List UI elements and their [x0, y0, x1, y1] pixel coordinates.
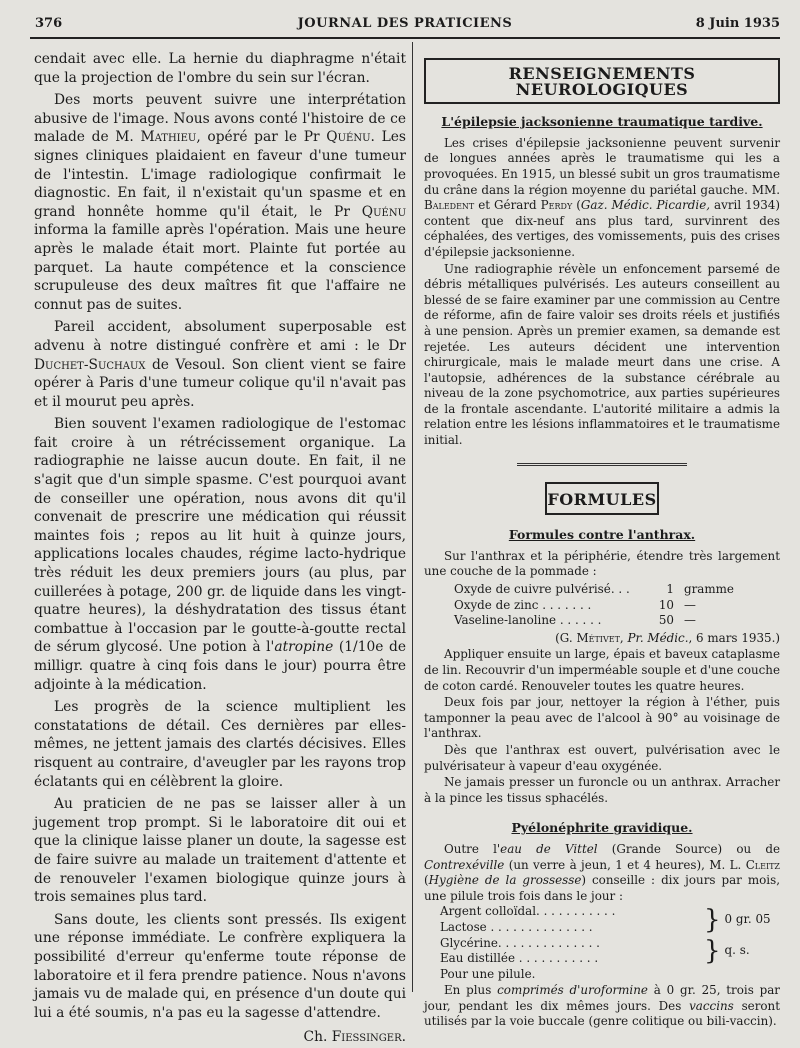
page-number: 376	[35, 16, 63, 31]
brace-glyph: }	[704, 904, 721, 935]
section-title-formules: FORMULES	[545, 482, 659, 516]
journal-title: JOURNAL DES PRATICIENS	[297, 16, 513, 31]
left-paragraph-6: Au praticien de ne pas se laisser aller à un jugement trop prompt. Si le laboratoire dit oui et que la clinique laisse planer un doute, la sagesse est de faire suivre au malade un traitement d'attente et de renouveler l'examen biologique quinze jours à trois semaines plus tard.	[34, 796, 406, 906]
left-paragraph-1: cendait avec elle. La hernie du diaphragme n'était que la projection de l'ombre du sein sur l'écran.	[34, 51, 406, 86]
anthrax-intro: Sur l'anthrax et la périphérie, étendre très largement une couche de la pommade :	[424, 548, 780, 579]
recipe-row: Oxyde de cuivre pulvérisé. . . 1 gramme	[454, 582, 734, 597]
pill-recipe-group-2: Glycérine. . . . . . . . . . . . . . Eau distillée . . . . . . . . . . . } q. s.	[440, 935, 750, 967]
pill-line: Pour une pilule.	[440, 966, 536, 981]
author-signature: Ch. Fiessinger.	[303, 1029, 406, 1046]
right-column	[424, 58, 780, 1030]
anthrax-paragraph-4: Dès que l'anthrax est ouvert, pulvérisation avec le pulvérisateur à vapeur d'eau oxygénée.	[424, 742, 780, 773]
left-paragraph-2: Des morts peuvent suivre une interprétation abusive de l'image. Nous avons conté l'histoire de ce malade de M. Mathieu, opéré par le Pr Quénu. Les signes cliniques plaidaient en faveur d'une tumeur de l'intestin. L'image radiologique confirmait le diagnostic. En fait, il n'existait qu'un spasme et en grand honnête homme qu'il était, le Pr Quénu informa la famille après l'opération. Mais une heure après le malade était mort. Plainte fut portée au parquet. La haute compétence et la conscience scrupuleuse des deux maîtres fit que l'affaire ne connut pas de suites.	[34, 92, 406, 313]
pill-recipe-group-1: Argent colloïdal. . . . . . . . . . . Lactose . . . . . . . . . . . . . . } 0 gr. 05	[440, 904, 771, 935]
left-column	[34, 50, 406, 1047]
left-paragraph-7: Sans doute, les clients sont pressés. Ils exigent une réponse immédiate. Le confrère expliquera la possibilité d'erreur qu'enferme toute réponse de laboratoire et il fera prendre patience. Nous n'avons jamais vu de malade qui, en présence d'un doute qui lui a été soumis, n'a pas eu la sagesse d'attendre.	[34, 911, 406, 1021]
anthrax-paragraph-2: Appliquer ensuite un large, épais et baveux cataplasme de lin. Recouvrir d'un imperméable souple et d'une couche de coton cardé. Renouveler toutes les quatre heures.	[424, 647, 780, 693]
brace-glyph: }	[704, 936, 721, 967]
anthrax-paragraph-5: Ne jamais presser un furoncle ou un anthrax. Arracher à la pince les tissus sphacélés.	[424, 775, 780, 805]
column-divider	[412, 42, 413, 992]
left-paragraph-4: Bien souvent l'examen radiologique de l'estomac fait croire à un rétrécissement organique. La radiographie ne laisse aucun doute. En fait, il ne s'agit que d'un simple spasme. C'est pourquoi avant de conseiller une opération, nous avons dit qu'il convenait de prescrire une médication qui réussit maintes fois ; repos au lit huit à quinze jours, applications locales chaudes, régime lacto-hydrique très réduit les deux premiers jours (au plus, par cuillerées à potage, 200 gr. de liquide dans les vingt-quatre heures), la déshydratation des tissus étant combattue à l'occasion par le goutte-à-goutte rectal de sérum glycosé. Une potion à l'atropine (1/10e de milligr. quatre à cinq fois dans le jour) pourra être adjointe à la médication.	[34, 416, 406, 693]
right-paragraph-1: Les crises d'épilepsie jacksonienne peuvent survenir de longues années après le traumatisme qui les a provoquées. En 1915, un blessé subit un gros traumatisme du crâne dans la région moyenne du pariétal gauche. MM. Baledent et Gérard Perdy (Gaz. Médic. Picardie, avril 1934) content que dix-neuf ans plus tard, survinrent des céphalées, des vertiges, des vomissements, puis des crises d'épilepsie jacksonienne.	[424, 135, 781, 259]
group-dose: 0 gr. 05	[724, 912, 771, 927]
recipe-source: (G. Métivet, Pr. Médic., 6 mars 1935.)	[555, 630, 780, 645]
recipe-row: Oxyde de zinc . . . . . . . 10 —	[454, 597, 696, 612]
ointment-recipe	[454, 582, 780, 629]
pyelo-paragraph-2: En plus comprimés d'uroformine à 0 gr. 25, trois par jour, pendant les dix mêmes jours. Des vaccins seront utilisés par la voie buccale (genre colitique ou bili-vaccin).	[424, 983, 780, 1029]
left-paragraph-5: Les progrès de la science multiplient les constatations de détail. Ces dernières par elles-mêmes, ne jettent jamais des clartés décisives. Elles risquent au contraire, d'aveugler par les rayons trop éclatants qui en célèbrent la gloire.	[34, 699, 406, 790]
left-paragraph-3: Pareil accident, absolument superposable est advenu à notre distingué confrère et ami : le Dr Duchet-Suchaux de Vesoul. Son client vient se faire opérer à Paris d'une tumeur colique qu'il n'avait pas et il mourut peu après.	[34, 319, 406, 410]
group-dose: q. s.	[724, 943, 750, 958]
right-paragraph-2: Une radiographie révèle un enfoncement parsemé de débris métalliques pulvérisés. Les auteurs conseillent au blessé de se faire examiner par une commission au Centre de réforme, afin de faire valoir ses droits réels et justifiés à une pension. Après un premier examen, sa demande est rejetée. Les auteurs décident une intervention chirurgicale, mais le malade meurt dans une crise. A l'autopsie, adhérences de la substance cérébrale au niveau de la zone psychomotrice, aux parties supérieures de la frontale ascendante. L'autorité militaire a admis la relation entre les lésions inflammatoires et le traumatisme initial.	[424, 261, 780, 448]
article-title-pyelonephrite: Pyélonéphrite gravidique.	[511, 820, 693, 836]
article-title-epilepsie: L'épilepsie jacksonienne traumatique tardive.	[441, 114, 763, 130]
pyelo-paragraph-1: Outre l'eau de Vittel (Grande Source) ou de Contrexéville (un verre à jeun, 1 et 4 heures), M. L. Cleitz (Hygiène de la grossesse) conseille : dix jours par mois, une pilule trois fois dans le jour :	[424, 841, 780, 903]
article-title-anthrax: Formules contre l'anthrax.	[508, 527, 696, 543]
section-title-neurologiques: RENSEIGNEMENTS NEUROLOGIQUES	[424, 58, 780, 104]
issue-date: 8 Juin 1935	[695, 16, 780, 31]
header-rule	[30, 37, 780, 39]
anthrax-paragraph-3: Deux fois par jour, nettoyer la région à l'éther, puis tamponner la peau avec de l'alcool à 90° au voisinage de l'anthrax.	[424, 695, 780, 741]
recipe-row: Vaseline-lanoline . . . . . . 50 —	[454, 613, 696, 628]
section-separator	[517, 463, 687, 466]
